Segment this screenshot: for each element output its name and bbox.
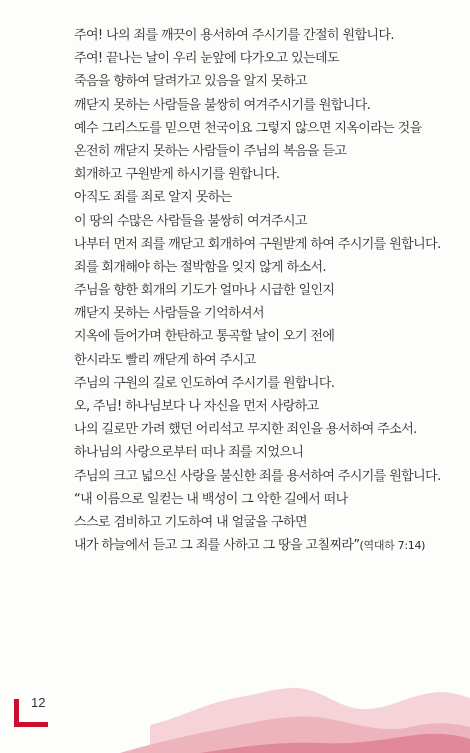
mountain-decoration bbox=[0, 663, 470, 753]
text-line: 아직도 죄를 죄로 알지 못하는 bbox=[74, 190, 232, 206]
text-line: 이 땅의 수많은 사람들을 불쌍히 여겨주시고 bbox=[74, 213, 307, 229]
text-line: 주님의 크고 넓으신 사랑을 불신한 죄를 용서하여 주시기를 원합니다. bbox=[74, 468, 441, 484]
page-number: 12 bbox=[31, 695, 46, 710]
text-line: 온전히 깨닫지 못하는 사람들이 주님의 복음을 듣고 bbox=[74, 143, 347, 159]
scripture-reference: (역대하 7:14) bbox=[359, 539, 426, 553]
text-line: 주님을 향한 회개의 기도가 얼마나 시급한 일인지 bbox=[74, 283, 335, 299]
text-line: 주여! 끝나는 날이 우리 눈앞에 다가오고 있는데도 bbox=[74, 51, 339, 67]
scripture-line bbox=[74, 534, 454, 557]
text-line: 오, 주님! 하나님보다 나 자신을 먼저 사랑하고 bbox=[74, 399, 319, 414]
text-line: 주님의 구원의 길로 인도하여 주시기를 원합니다. bbox=[74, 375, 335, 391]
prayer-text bbox=[74, 24, 454, 557]
text-line: 깨닫지 못하는 사람들을 불쌍히 여겨주시기를 원합니다. bbox=[74, 97, 371, 113]
text-line: 죄를 회개해야 하는 절박함을 잊지 않게 하소서. bbox=[74, 259, 326, 275]
scripture-quote-text: 내가 하늘에서 듣고 그 죄를 사하고 그 땅을 고칠찌라” bbox=[74, 538, 360, 554]
text-line: 깨닫지 못하는 사람들을 기억하셔서 bbox=[74, 306, 264, 322]
text-line: 나의 길로만 가려 했던 어리석고 무지한 죄인을 용서하여 주소서. bbox=[74, 422, 417, 438]
text-line: 하나님의 사랑으로부터 떠나 죄를 지었으니 bbox=[74, 445, 304, 461]
text-line: 예수 그리스도를 믿으면 천국이요 그렇지 않으면 지옥이라는 것을 bbox=[74, 120, 422, 136]
text-line: “내 이름으로 일컫는 내 백성이 그 악한 길에서 떠나 bbox=[74, 491, 348, 507]
text-line: 나부터 먼저 죄를 깨닫고 회개하여 구원받게 하여 주시기를 원합니다. bbox=[74, 236, 441, 252]
text-line: 회개하고 구원받게 하시기를 원합니다. bbox=[74, 167, 280, 183]
text-line: 한시라도 빨리 깨닫게 하여 주시고 bbox=[74, 352, 256, 368]
corner-marker-horizontal bbox=[14, 722, 48, 727]
text-line: 지옥에 들어가며 한탄하고 통곡할 날이 오기 전에 bbox=[74, 329, 335, 345]
text-line: 죽음을 향하여 달려가고 있음을 알지 못하고 bbox=[74, 74, 307, 90]
text-line: 스스로 겸비하고 기도하여 내 얼굴을 구하면 bbox=[74, 514, 307, 530]
page-number-marker bbox=[14, 695, 54, 739]
text-line: 주여! 나의 죄를 깨끗이 용서하여 주시기를 간절히 원합니다. bbox=[74, 28, 394, 43]
